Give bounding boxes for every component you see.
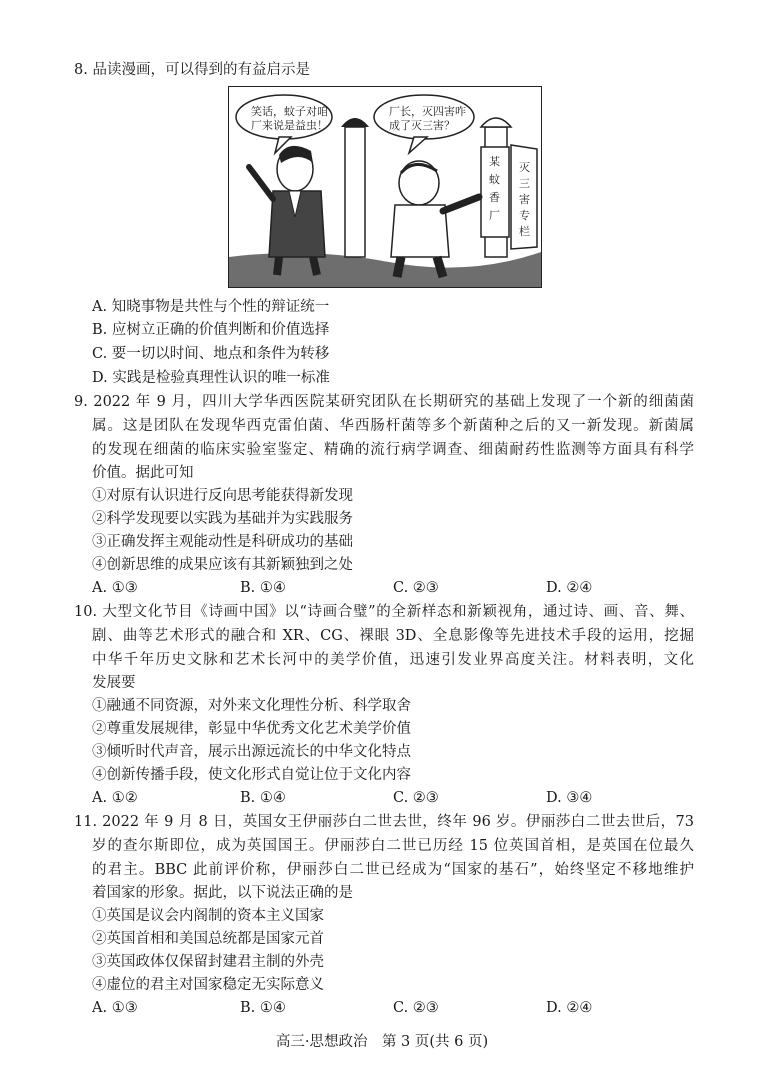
left-bubble-line-2: 厂来说是益虫！ [251,119,328,132]
left-bubble-line-1: 笑话，蚊子对咱 [251,105,328,118]
right-bubble-line-2: 成了灭三害？ [389,119,455,132]
q9-choice-c: C. ②③ [393,580,439,596]
q11-item-3: ③英国政体仅保留封建君主制的外壳 [92,954,324,970]
q9-stem-line-1: 9. 2022 年 9 月，四川大学华西医院某研究团队在长期研究的基础上发现了一个新的细菌菌 [74,394,694,410]
q9-choice-a: A. ①③ [92,580,138,596]
q9-choice-d: D. ②④ [546,580,593,596]
q10-item-4: ④创新传播手段，使文化形式自觉让位于文化内容 [92,767,411,783]
q10-stem-line-3: 中华千年历史文脉和艺术长河中的美学价值，迅速引发业界高度关注。材料表明，文化 [92,652,694,668]
q8-option-a: A. 知晓事物是共性与个性的辩证统一 [92,299,330,315]
q9-choice-b: B. ①④ [240,580,286,596]
q11-choice-b: B. ①④ [240,1000,286,1016]
q8-option-b: B. 应树立正确的价值判断和价值选择 [92,322,330,338]
comic-illustration [228,86,542,288]
q11-item-4: ④虚位的君主对国家稳定无实际意义 [92,977,324,993]
q11-stem-line-4: 着国家的形象。据此，以下说法正确的是 [92,885,353,901]
comic-drawing [229,87,541,287]
q9-item-3: ③正确发挥主观能动性是科研成功的基础 [92,534,353,550]
q10-choice-c: C. ②③ [393,790,439,806]
sign-factory-char-3: 香 [489,191,500,204]
sign-column-char-3: 害 [519,193,530,206]
q10-stem-line-2: 剧、曲等艺术形式的融合和 XR、CG、裸眼 3D、全息影像等先进技术手段的运用，挖掘 [92,628,694,644]
q10-item-3: ③倾听时代声音，展示出源远流长的中华文化特点 [92,744,411,760]
q9-stem-line-2: 属。这是团队在发现华西克雷伯菌、华西肠杆菌等多个新菌种之后的又一新发现。新菌属 [92,418,694,434]
q10-choice-b: B. ①④ [240,790,286,806]
q10-item-1: ①融通不同资源，对外来文化理性分析、科学取舍 [92,698,411,714]
sign-column-char-1: 灭 [519,161,530,174]
q11-item-1: ①英国是议会内阁制的资本主义国家 [92,908,324,924]
right-bubble-line-1: 厂长，灭四害咋 [389,105,466,118]
q10-item-2: ②尊重发展规律，彰显中华优秀文化艺术美学价值 [92,721,411,737]
q11-stem-line-2: 岁的查尔斯即位，成为英国国王。伊丽莎白二世已历经 15 位英国首相，是英国在位最久 [92,838,694,854]
sign-factory-char-2: 蚊 [489,173,500,186]
q9-item-2: ②科学发现要以实践为基础并为实践服务 [92,511,353,527]
q10-stem-line-4: 发展要 [92,675,136,691]
q11-choice-a: A. ①③ [92,1000,138,1016]
q9-stem-line-3: 的发现在细菌的临床实验室鉴定、精确的流行病学调查、细菌耐药性监测等方面具有科学 [92,442,694,458]
sign-column-char-5: 栏 [519,225,530,238]
q8-option-d: D. 实践是检验真理性认识的唯一标准 [92,370,330,386]
q9-item-1: ①对原有认识进行反向思考能获得新发现 [92,488,353,504]
q10-stem-line-1: 10. 大型文化节目《诗画中国》以“诗画合璧”的全新样态和新颖视角，通过诗、画、音、舞、 [74,604,694,620]
q11-item-2: ②英国首相和美国总统都是国家元首 [92,931,324,947]
sign-factory-char-4: 厂 [489,209,500,222]
q11-choice-d: D. ②④ [546,1000,593,1016]
question-8-stem: 8. 品读漫画，可以得到的有益启示是 [74,62,310,78]
q11-choice-c: C. ②③ [393,1000,439,1016]
sign-column-char-4: 专 [519,209,530,222]
q9-stem-line-4: 价值。据此可知 [92,465,194,481]
q11-stem-line-1: 11. 2022 年 9 月 8 日，英国女王伊丽莎白二世去世，终年 96 岁。伊丽莎白二世去世后，73 [74,814,694,830]
q10-choice-a: A. ①② [92,790,138,806]
q9-item-4: ④创新思维的成果应该有其新颖独到之处 [92,557,353,573]
sign-column-char-2: 三 [519,177,530,190]
q8-option-c: C. 要一切以时间、地点和条件为转移 [92,346,330,362]
q10-choice-d: D. ③④ [546,790,593,806]
q11-stem-line-3: 的君主。BBC 此前评价称，伊丽莎白二世已经成为“国家的基石”，始终坚定不移地维护 [92,862,694,878]
page-footer: 高三·思想政治 第 3 页(共 6 页) [275,1034,489,1050]
sign-factory-char-1: 某 [489,155,500,168]
